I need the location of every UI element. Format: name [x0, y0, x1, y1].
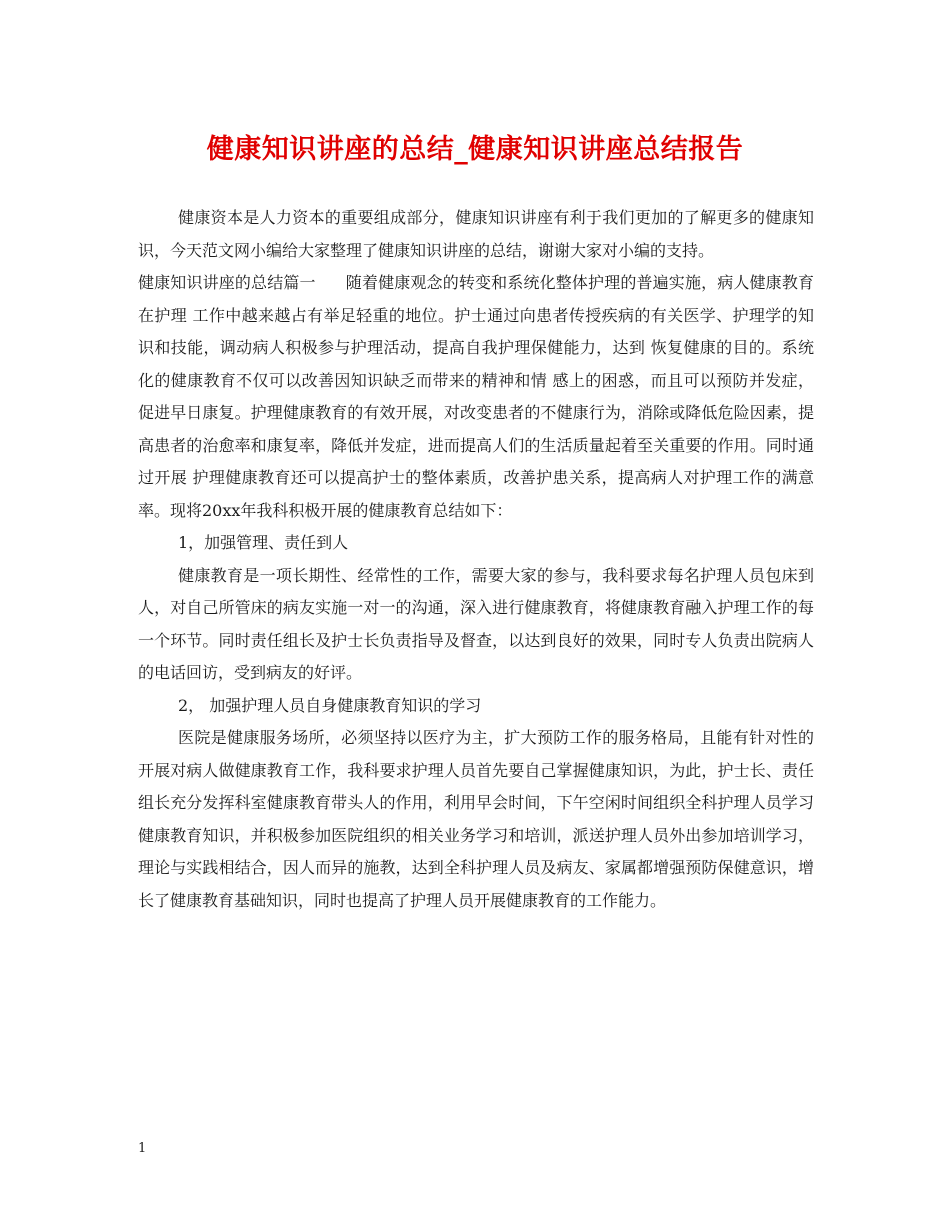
document-body	[138, 202, 814, 917]
section1-text: 随着健康观念的转变和系统化整体护理的普遍实施，病人健康教育在护理 工作中越来越占有举足轻重的地位。护士通过向患者传授疾病的有关医学、护理学的知识和技能，调动病人积极参与护理活动，提高自我护理保健能力，达到 恢复健康的目的。系统化的健康教育不仅可以改善因知识缺乏而带来的精神和情 感上的困惑，而且可以预防并发症，促进早日康复。护理健康教育的有效开展，对改变患者的不健康行为，消除或降低危险因素，提高患者的治愈率和康复率，降低并发症，进而提高人们的生活质量起着至关重要的作用。同时通过开展 护理健康教育还可以提高护士的整体素质，改善护患关系，提高病人对护理工作的满意率。现将20xx年我科积极开展的健康教育总结如下：	[138, 273, 814, 520]
intro-paragraph: 健康资本是人力资本的重要组成部分，健康知识讲座有利于我们更加的了解更多的健康知识，今天范文网小编给大家整理了健康知识讲座的总结，谢谢大家对小编的支持。	[138, 208, 814, 260]
item2-paragraph: 医院是健康服务场所，必须坚持以医疗为主，扩大预防工作的服务格局，且能有针对性的开展对病人做健康教育工作，我科要求护理人员首先要自己掌握健康知识，为此，护士长、责任组长充分发挥科室健康教育带头人的作用，利用早会时间，下午空闲时间组织全科护理人员学习健康教育知识，并积极参加医院组织的相关业务学习和培训，派送护理人员外出参加培训学习，理论与实践相结合，因人而异的施教，达到全科护理人员及病友、家属都增强预防保健意识，增长了健康教育基础知识，同时也提高了护理人员开展健康教育的工作能力。	[138, 728, 814, 910]
section1-paragraph	[138, 267, 814, 527]
section1-heading: 健康知识讲座的总结篇一	[138, 273, 316, 292]
item1-heading: 1，加强管理、责任到人	[178, 533, 349, 552]
item2-heading: 2， 加强护理人员自身健康教育知识的学习	[178, 695, 482, 715]
item1-paragraph: 健康教育是一项长期性、经常性的工作，需要大家的参与，我科要求每名护理人员包床到人，对自己所管床的病友实施一对一的沟通，深入进行健康教育，将健康教育融入护理工作的每一个环节。同时责任组长及护士长负责指导及督查，以达到良好的效果，同时专人负责出院病人的电话回访，受到病友的好评。	[138, 565, 814, 682]
document-title: 健康知识讲座的总结_健康知识讲座总结报告	[206, 134, 744, 165]
page-number: 1	[138, 1141, 147, 1156]
